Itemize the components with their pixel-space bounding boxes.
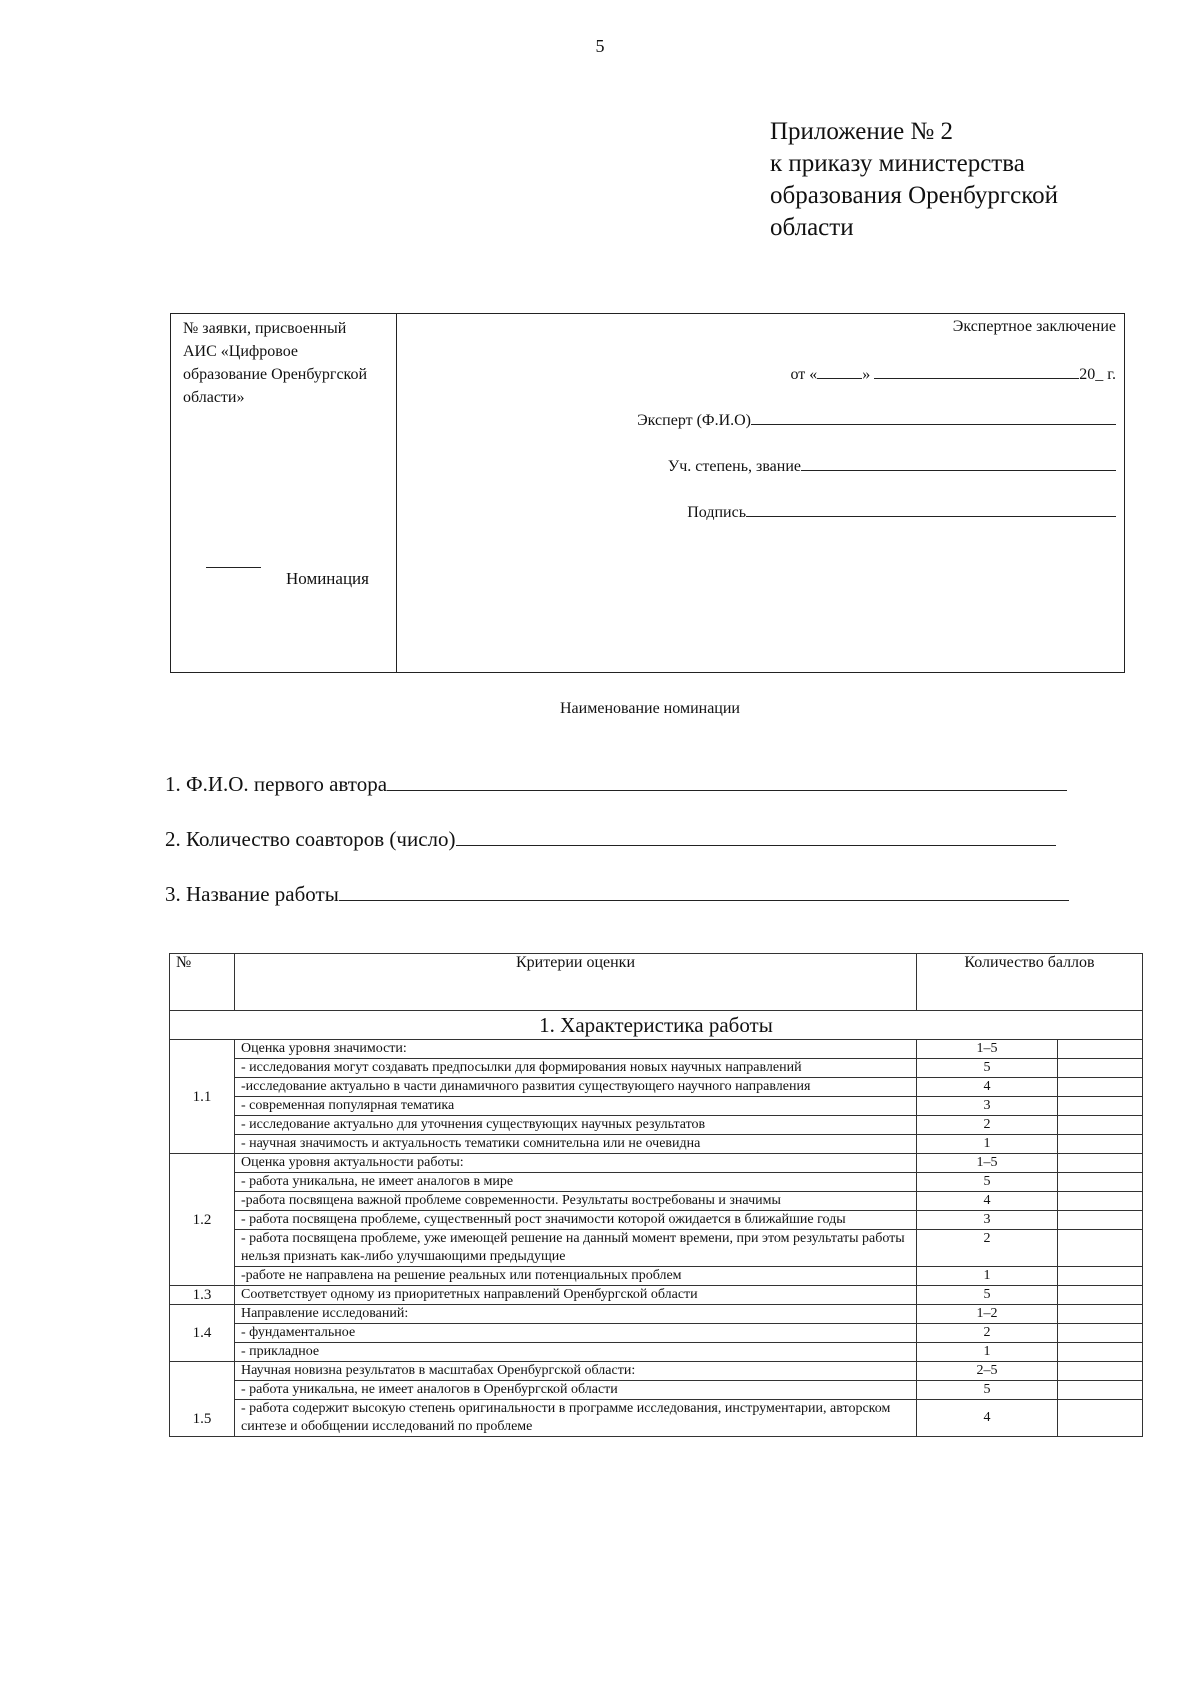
appendix-header <box>770 116 1058 244</box>
criterion: - работа содержит высокую степень оригинальности в программе исследования, инструментарии, авторском синтезе и обобщении исследований по проблеме <box>235 1400 917 1437</box>
points: 3 <box>917 1097 1058 1116</box>
table-row <box>170 1400 1143 1437</box>
criterion: - работа уникальна, не имеет аналогов в Оренбургской области <box>235 1381 917 1400</box>
table-row <box>170 1230 1143 1267</box>
score-cell[interactable] <box>1058 1211 1143 1230</box>
criterion: - фундаментальное <box>235 1324 917 1343</box>
degree-line: Уч. степень, звание <box>668 454 1116 476</box>
points: 4 <box>917 1078 1058 1097</box>
first-author-field[interactable] <box>387 770 1067 791</box>
criterion: - работа посвящена проблеме, уже имеющей решение на данный момент времени, при этом результаты работы нельзя признать как-либо улучшающими предыдущие <box>235 1230 917 1267</box>
nomination-heading: Наименование номинации <box>560 700 740 717</box>
row-number: 1.3 <box>170 1286 235 1305</box>
table-row <box>170 1381 1143 1400</box>
criterion: -работе не направлена на решение реальных или потенциальных проблем <box>235 1267 917 1286</box>
page-number: 5 <box>595 36 605 56</box>
criterion: Соответствует одному из приоритетных направлений Оренбургской области <box>235 1286 917 1305</box>
criterion: Оценка уровня актуальности работы: <box>235 1154 917 1173</box>
score-cell[interactable] <box>1058 1362 1143 1381</box>
expert-name-field[interactable] <box>751 408 1116 425</box>
section-row <box>170 1011 1143 1040</box>
criterion: - научная значимость и актуальность тематики сомнительна или не очевидна <box>235 1135 917 1154</box>
table-row <box>170 1078 1143 1097</box>
nomination-blank[interactable] <box>206 567 261 568</box>
points: 1 <box>917 1135 1058 1154</box>
date-day-field[interactable] <box>817 362 862 379</box>
coauthors-line: 2. Количество соавторов (число) <box>165 825 1056 852</box>
section-title: 1. Характеристика работы <box>170 1011 1143 1040</box>
points: 2 <box>917 1324 1058 1343</box>
score-cell[interactable] <box>1058 1154 1143 1173</box>
table-row <box>170 1286 1143 1305</box>
table-row <box>170 1154 1143 1173</box>
score-cell[interactable] <box>1058 1192 1143 1211</box>
points: 5 <box>917 1286 1058 1305</box>
header-points: Количество баллов <box>917 954 1143 1011</box>
expert-line: Эксперт (Ф.И.О) <box>637 408 1116 430</box>
criterion: - исследование актуально для уточнения существующих научных результатов <box>235 1116 917 1135</box>
score-cell[interactable] <box>1058 1135 1143 1154</box>
criteria-table <box>169 953 1143 1437</box>
points: 2–5 <box>917 1362 1058 1381</box>
table-row <box>170 1059 1143 1078</box>
score-cell[interactable] <box>1058 1173 1143 1192</box>
criterion: -работа посвящена важной проблеме современности. Результаты востребованы и значимы <box>235 1192 917 1211</box>
table-row <box>170 1305 1143 1324</box>
points: 1–2 <box>917 1305 1058 1324</box>
criterion: - исследования могут создавать предпосылки для формирования новых научных направлений <box>235 1059 917 1078</box>
criterion: - современная популярная тематика <box>235 1097 917 1116</box>
table-row <box>170 1173 1143 1192</box>
table-row <box>170 1362 1143 1381</box>
points: 2 <box>917 1230 1058 1267</box>
points: 5 <box>917 1059 1058 1078</box>
points: 4 <box>917 1400 1058 1437</box>
appendix-line: к приказу министерства <box>770 150 1025 177</box>
points: 5 <box>917 1173 1058 1192</box>
score-cell[interactable] <box>1058 1400 1143 1437</box>
score-cell[interactable] <box>1058 1324 1143 1343</box>
appendix-line: образования Оренбургской <box>770 182 1059 209</box>
table-row <box>170 1192 1143 1211</box>
table-row <box>170 1324 1143 1343</box>
points: 1 <box>917 1267 1058 1286</box>
points: 1 <box>917 1343 1058 1362</box>
table-row <box>170 1211 1143 1230</box>
score-cell[interactable] <box>1058 1116 1143 1135</box>
expert-conclusion-box <box>170 313 1125 673</box>
appendix-line: области <box>770 214 854 241</box>
points: 1–5 <box>917 1154 1058 1173</box>
criterion: - работа уникальна, не имеет аналогов в мире <box>235 1173 917 1192</box>
table-row <box>170 1343 1143 1362</box>
score-cell[interactable] <box>1058 1381 1143 1400</box>
points: 2 <box>917 1116 1058 1135</box>
table-row <box>170 1116 1143 1135</box>
score-cell[interactable] <box>1058 1267 1143 1286</box>
score-cell[interactable] <box>1058 1286 1143 1305</box>
conclusion-title: Экспертное заключение <box>952 318 1116 335</box>
criterion: Научная новизна результатов в масштабах Оренбургской области: <box>235 1362 917 1381</box>
coauthors-field[interactable] <box>456 825 1056 846</box>
table-row <box>170 1040 1143 1059</box>
first-author-line: 1. Ф.И.О. первого автора <box>165 770 1067 797</box>
criterion: - прикладное <box>235 1343 917 1362</box>
score-cell[interactable] <box>1058 1078 1143 1097</box>
criterion: - работа посвящена проблеме, существенный рост значимости которой ожидается в ближайшие годы <box>235 1211 917 1230</box>
table-row <box>170 1135 1143 1154</box>
score-cell[interactable] <box>1058 1040 1143 1059</box>
application-number-label: № заявки, присвоенный АИС «Цифровое образование Оренбургской области» <box>183 320 368 406</box>
points: 4 <box>917 1192 1058 1211</box>
table-row <box>170 1267 1143 1286</box>
criterion: Направление исследований: <box>235 1305 917 1324</box>
points: 3 <box>917 1211 1058 1230</box>
points: 5 <box>917 1381 1058 1400</box>
box-divider <box>396 314 397 672</box>
date-month-field[interactable] <box>874 362 1079 379</box>
score-cell[interactable] <box>1058 1059 1143 1078</box>
work-title-line: 3. Название работы <box>165 880 1069 907</box>
score-cell[interactable] <box>1058 1343 1143 1362</box>
row-number: 1.4 <box>170 1305 235 1362</box>
score-cell[interactable] <box>1058 1230 1143 1267</box>
score-cell[interactable] <box>1058 1097 1143 1116</box>
signature-field[interactable] <box>746 500 1116 517</box>
degree-field[interactable] <box>801 454 1116 471</box>
work-title-field[interactable] <box>339 880 1069 901</box>
row-number: 1.5 <box>170 1362 235 1437</box>
nomination-label: Номинация <box>286 569 369 588</box>
signature-line: Подпись <box>687 500 1116 522</box>
row-number: 1.2 <box>170 1154 235 1286</box>
appendix-line: Приложение № 2 <box>770 118 954 145</box>
criterion: -исследование актуально в части динамичного развития существующего научного направления <box>235 1078 917 1097</box>
score-cell[interactable] <box>1058 1305 1143 1324</box>
header-number: № <box>170 954 235 1011</box>
date-line: от « » 20_ г. <box>790 362 1116 384</box>
row-number: 1.1 <box>170 1040 235 1154</box>
table-header <box>170 954 1143 1011</box>
table-row <box>170 1097 1143 1116</box>
criterion: Оценка уровня значимости: <box>235 1040 917 1059</box>
header-criteria: Критерии оценки <box>235 954 917 1011</box>
points: 1–5 <box>917 1040 1058 1059</box>
